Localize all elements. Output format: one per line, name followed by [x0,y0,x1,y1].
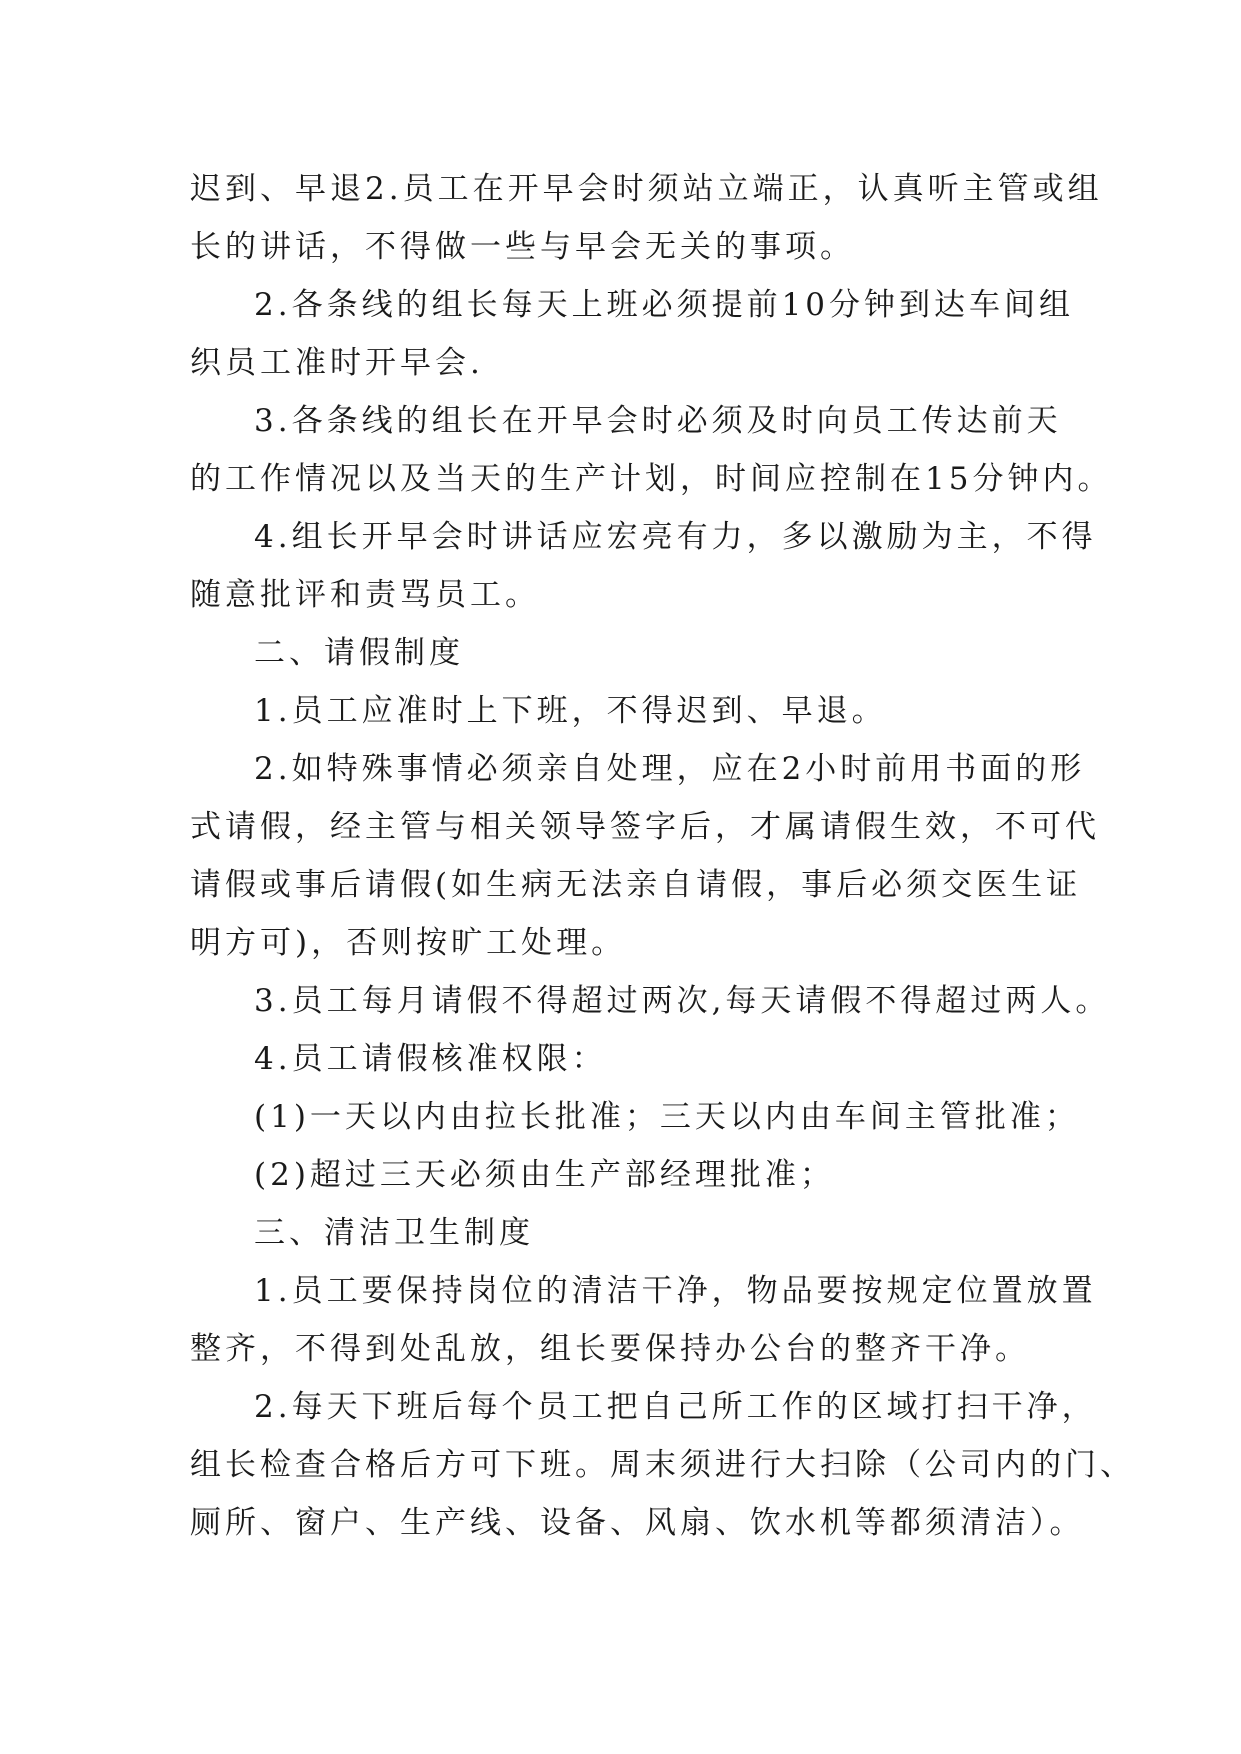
section-heading-leave: 二、请假制度 [254,635,464,671]
text-line: 组长检查合格后方可下班。周末须进行大扫除（公司内的门、 [190,1447,1135,1483]
document-body [190,160,1135,1552]
text-line: 2.每天下班后每个员工把自己所工作的区域打扫干净， [254,1389,1097,1425]
section-heading-cleaning: 三、清洁卫生制度 [254,1215,534,1251]
text-line: 3.员工每月请假不得超过两次,每天请假不得超过两人。 [254,983,1111,1019]
text-line: 织员工准时开早会. [190,345,484,381]
text-line: 2.各条线的组长每天上班必须提前10分钟到达车间组 [254,287,1075,323]
text-line: 3.各条线的组长在开早会时必须及时向员工传达前天 [254,403,1062,439]
text-line: (2)超过三天必须由生产部经理批准； [254,1157,835,1193]
text-line: 1.员工应准时上下班，不得迟到、早退。 [254,693,887,729]
text-line: 4.员工请假核准权限： [254,1041,607,1077]
text-line: 厕所、窗户、生产线、设备、风扇、饮水机等都须清洁）。 [190,1505,1085,1541]
text-line: 随意批评和责骂员工。 [190,577,540,613]
text-line: 明方可)，否则按旷工处理。 [190,925,627,961]
text-line: 迟到、早退2.员工在开早会时须站立端正，认真听主管或组 [190,171,1103,207]
text-line: 请假或事后请假(如生病无法亲自请假，事后必须交医生证 [190,867,1082,903]
text-line: 式请假，经主管与相关领导签字后，才属请假生效，不可代 [190,809,1100,845]
text-line: 1.员工要保持岗位的清洁干净，物品要按规定位置放置 [254,1273,1097,1309]
text-line: 的工作情况以及当天的生产计划，时间应控制在15分钟内。 [190,461,1113,497]
text-line: 4.组长开早会时讲话应宏亮有力，多以激励为主，不得 [254,519,1097,555]
text-line: 整齐，不得到处乱放，组长要保持办公台的整齐干净。 [190,1331,1030,1367]
text-line: (1)一天以内由拉长批准；三天以内由车间主管批准； [254,1099,1080,1135]
text-line: 长的讲话，不得做一些与早会无关的事项。 [190,229,855,265]
text-line: 2.如特殊事情必须亲自处理，应在2小时前用书面的形 [254,751,1086,787]
